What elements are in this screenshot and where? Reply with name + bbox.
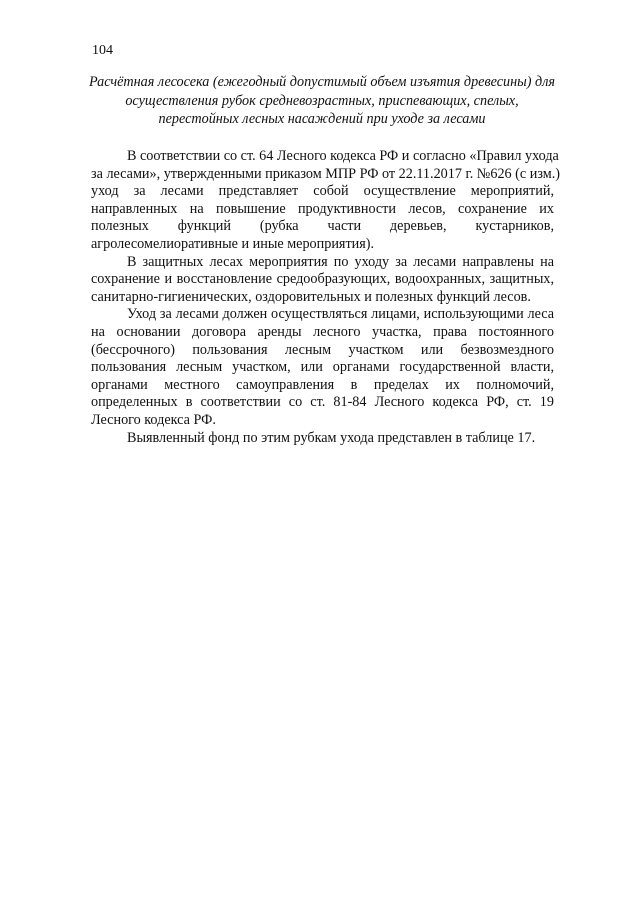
text-line: направленных на повышение продуктивности лесов, сохранение их: [91, 200, 554, 217]
text-line: органами местного самоуправления в пределах их полномочий,: [91, 376, 554, 393]
text-line: Выявленный фонд по этим рубкам ухода представлен в таблице 17.: [127, 429, 536, 446]
paragraph-4: [91, 430, 554, 448]
text-line: санитарно-гигиенических, оздоровительных и полезных функций лесов.: [91, 288, 531, 305]
paragraph-3: [91, 306, 554, 429]
heading-line: перестойных лесных насаждений при уходе за лесами: [158, 111, 486, 127]
text-line: (бессрочного) пользования лесным участком или безвозмездного: [91, 341, 554, 358]
heading-line: Расчётная лесосека (ежегодный допустимый объем изъятия древесины) для: [89, 74, 555, 90]
page-number: 104: [92, 43, 113, 58]
text-line: пользования лесным участком, или органами государственной власти,: [91, 359, 554, 376]
text-line: Уход за лесами должен осуществляться лицами, использующими леса: [127, 306, 554, 323]
text-line: В защитных лесах мероприятия по уходу за лесами направлены на: [127, 253, 554, 270]
body-text: [91, 148, 560, 447]
text-line: на основании договора аренды лесного участка, права постоянного: [91, 323, 554, 340]
text-line: агролесомелиоративные и иные мероприятия).: [91, 235, 375, 252]
text-line: за лесами», утвержденными приказом МПР РФ от 22.11.2017 г. №626 (с изм.): [91, 165, 560, 182]
paragraph-1: [91, 148, 560, 254]
section-heading: [82, 73, 562, 129]
text-line: полезных функций (рубка части деревьев, кустарников,: [91, 218, 554, 235]
text-line: сохранение и восстановление средообразующих, водоохранных, защитных,: [91, 271, 554, 288]
paragraph-2: [91, 254, 554, 307]
text-line: В соответствии со ст. 64 Лесного кодекса РФ и согласно «Правил ухода: [127, 148, 559, 164]
text-line: Лесного кодекса РФ.: [91, 411, 216, 428]
text-line: определенных в соответствии со ст. 81-84 Лесного кодекса РФ, ст. 19: [91, 394, 554, 411]
heading-line: осуществления рубок средневозрастных, приспевающих, спелых,: [125, 92, 519, 109]
text-line: уход за лесами представляет собой осуществление мероприятий,: [91, 183, 554, 200]
